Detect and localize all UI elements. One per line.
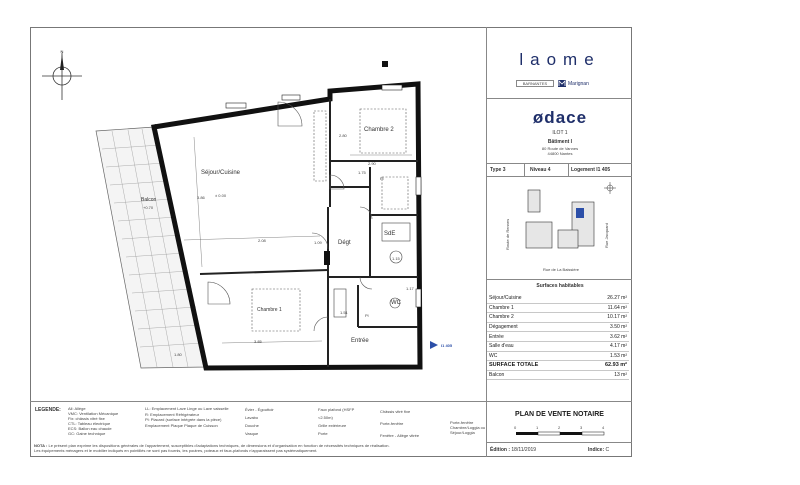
footer-divider — [486, 401, 487, 457]
surface-row — [487, 294, 629, 303]
dimension-lines — [184, 137, 412, 343]
surfaces-table — [487, 294, 629, 380]
room-label-chambre1: Chambre 1 — [257, 307, 282, 313]
legend-note — [34, 443, 484, 453]
legend-item: Lavabo — [245, 415, 259, 420]
surface-label: WC — [487, 351, 582, 361]
surface-row — [487, 313, 629, 323]
dim-6: 2.80 — [339, 133, 347, 138]
legend-item: GC: Gaine technique — [68, 431, 106, 436]
dim-8: 1.15 — [392, 256, 400, 261]
address-line-2: 44800 Nantes — [547, 151, 573, 156]
surface-value: 4.17 m² — [582, 341, 629, 351]
legend-item: Faux plafond (HSFP <2.50m) — [318, 407, 355, 420]
surface-row — [487, 332, 629, 342]
legend-title: LEGENDE: — [35, 407, 61, 413]
surface-label: Séjour/Cuisine — [487, 294, 582, 303]
scale-mark: 2 — [558, 425, 561, 430]
surface-value: 10.17 m² — [582, 313, 629, 323]
legend-item: Porte — [318, 431, 328, 436]
brand-logo: laome — [519, 50, 601, 69]
balcon-row — [487, 370, 629, 380]
legend-col-6 — [450, 420, 486, 435]
footer-divider-2 — [486, 442, 632, 443]
partner-logo-2: Marignan — [568, 81, 589, 87]
unit-level: Niveau 4 — [530, 167, 551, 173]
note-label: NOTA : — [34, 443, 48, 448]
surface-label: Chambre 1 — [487, 303, 582, 313]
surface-row — [487, 303, 629, 313]
dim-2: 1.09 — [314, 240, 322, 245]
road-label-1: Route de Rennes — [505, 218, 510, 250]
room-label-wc: WC — [391, 300, 401, 306]
edition — [490, 447, 536, 453]
unit-col-divider-1 — [524, 163, 525, 176]
road-label-2: Rue Jacquard — [604, 223, 609, 248]
unit-type: Type 3 — [490, 167, 506, 173]
surface-row — [487, 341, 629, 351]
surface-label: Chambre 2 — [487, 313, 582, 323]
surface-value: 11.64 m² — [582, 303, 629, 313]
level-balcon: +0.70 — [143, 205, 154, 210]
scale-mark: 4 — [602, 425, 605, 430]
scale-mark: 0 — [514, 425, 517, 430]
legend-item: Porte-fenêtre Chambre/Loggia ou Séjour/Loggia — [450, 420, 486, 435]
unit-number: Logement I1 405 — [571, 167, 611, 173]
scale-mark: 3 — [580, 425, 583, 430]
dim-4: 3.86 — [197, 195, 205, 200]
surface-total-value: 62.93 m² — [582, 361, 629, 371]
road-label-3: Rue de La Baissière — [542, 267, 580, 272]
surface-row — [487, 322, 629, 332]
surface-total-label: SURFACE TOTALE — [487, 361, 582, 371]
legend-col-2 — [145, 406, 229, 428]
surface-value: 1.53 m² — [582, 351, 629, 361]
surfaces-title: Surfaces habitables — [536, 283, 584, 289]
level-sejour: ± 0.00 — [215, 193, 227, 198]
legend-divider — [30, 401, 632, 402]
dim-10: 1.17 — [406, 286, 414, 291]
surface-label: Dégagement — [487, 322, 582, 332]
indice-value: C — [605, 447, 610, 453]
floor-plan — [30, 27, 486, 401]
legend-item: R: Emplacement Réfrigérateur — [145, 411, 200, 417]
legend-item: Fenêtre - Allège vitrée — [380, 433, 420, 438]
balcon-label: Balcon — [487, 370, 582, 380]
dim-9: 1.51 — [340, 310, 348, 315]
legend-item: ECS: Ballon eau chaude — [68, 426, 112, 431]
dim-1: 2.08 — [258, 238, 266, 243]
dim-11: 1.80 — [174, 352, 182, 357]
window-marks — [226, 85, 421, 307]
legend-col-1 — [68, 406, 118, 436]
note-line-2: Les équipements ménagers et le mobilier indiqués en pointillés ne sont pas fournis, les poutres, poteaux et faux-plafonds n'apparaissent pas systématiquement. — [34, 448, 318, 453]
legend-col-5 — [380, 406, 419, 442]
legend-item: Évier - Égouttoir — [245, 407, 274, 412]
partner-logo-1: BARNANTES — [516, 80, 554, 87]
unit-marker: I1 405 — [441, 343, 453, 348]
legend-item: Douche — [245, 423, 259, 428]
scale-mark: 1 — [536, 425, 539, 430]
surface-total-row — [487, 361, 629, 371]
surface-label: Salle d'eau — [487, 341, 582, 351]
title-divider-1 — [486, 98, 632, 99]
legend-item: VMC: Ventilation Mécanique — [68, 411, 119, 416]
room-label-sde: SdE — [384, 231, 396, 237]
room-label-degt: Dégt — [338, 240, 351, 246]
room-label-chambre2: Chambre 2 — [364, 127, 394, 133]
legend-item: LL: Emplacement Lave Linge ou Lave vaisselle — [145, 406, 229, 411]
address-line-1: 80 Route de Vannes — [541, 146, 579, 151]
dim-7: 1.75 — [358, 170, 366, 175]
plan-title: PLAN DE VENTE NOTAIRE — [515, 411, 604, 418]
surface-row — [487, 351, 629, 361]
edition-label: Édition : — [490, 447, 510, 453]
title-divider-2 — [486, 163, 632, 164]
title-divider-3 — [486, 176, 632, 177]
legend-item: Pl: Placard (surface intégrée dans la pièce) — [145, 417, 222, 422]
room-label-balcon: Balcon — [141, 197, 157, 203]
note-line-1: Le présent plan exprime les dispositions générales de l'appartement, susceptibles d'adaptations techniques, de dimensions et d'organisation en fonction de nécessités techniques de réalisation. — [48, 443, 390, 448]
legend-col-3 — [245, 406, 274, 438]
balcony-hatch — [96, 127, 206, 368]
surface-value: 3.50 m² — [582, 322, 629, 332]
balcon-value: 13 m² — [582, 370, 629, 380]
legend-item: Emplacement Plaque Plaque de Cuisson — [145, 422, 218, 428]
unit-marker-arrow-icon — [428, 341, 438, 349]
batiment-label: Bâtiment I — [547, 139, 573, 145]
indice — [588, 447, 609, 453]
project-logo: ødace — [532, 108, 588, 127]
indice-label: Indice: — [588, 447, 605, 453]
legend-item: Châssis vitré fixe — [380, 409, 411, 414]
legend-item: All: Allège — [68, 406, 86, 411]
door-swings — [208, 102, 372, 331]
room-label-entree: Entrée — [351, 338, 369, 344]
closet-label-2: Pl — [365, 313, 369, 318]
dim-5: 3.85 — [254, 339, 262, 344]
room-label-sejour: Séjour/Cuisine — [201, 170, 241, 176]
legend-item: Porte-fenêtre — [380, 421, 404, 426]
ilot-label: ILOT 1 — [552, 130, 568, 136]
closet-label-1: Pl — [380, 176, 384, 181]
unit-col-divider-2 — [568, 163, 569, 176]
surface-value: 3.62 m² — [582, 332, 629, 342]
legend-item: Grille extérieure — [318, 423, 347, 428]
dim-3: 2.90 — [368, 161, 376, 166]
edition-value: 18/11/2019 — [511, 447, 537, 453]
legend-col-4 — [318, 406, 370, 438]
svg-text:N: N — [60, 50, 64, 54]
legend-item: Vasque — [245, 431, 259, 436]
legend-item: CTL: Tableau électrique — [68, 421, 111, 426]
legend-item: Fix: châssis vitré fixe — [68, 416, 105, 421]
title-divider-4 — [486, 279, 632, 280]
partner-logo-icon — [558, 80, 566, 87]
surface-label: Entrée — [487, 332, 582, 342]
surface-value: 26.27 m² — [582, 294, 629, 303]
